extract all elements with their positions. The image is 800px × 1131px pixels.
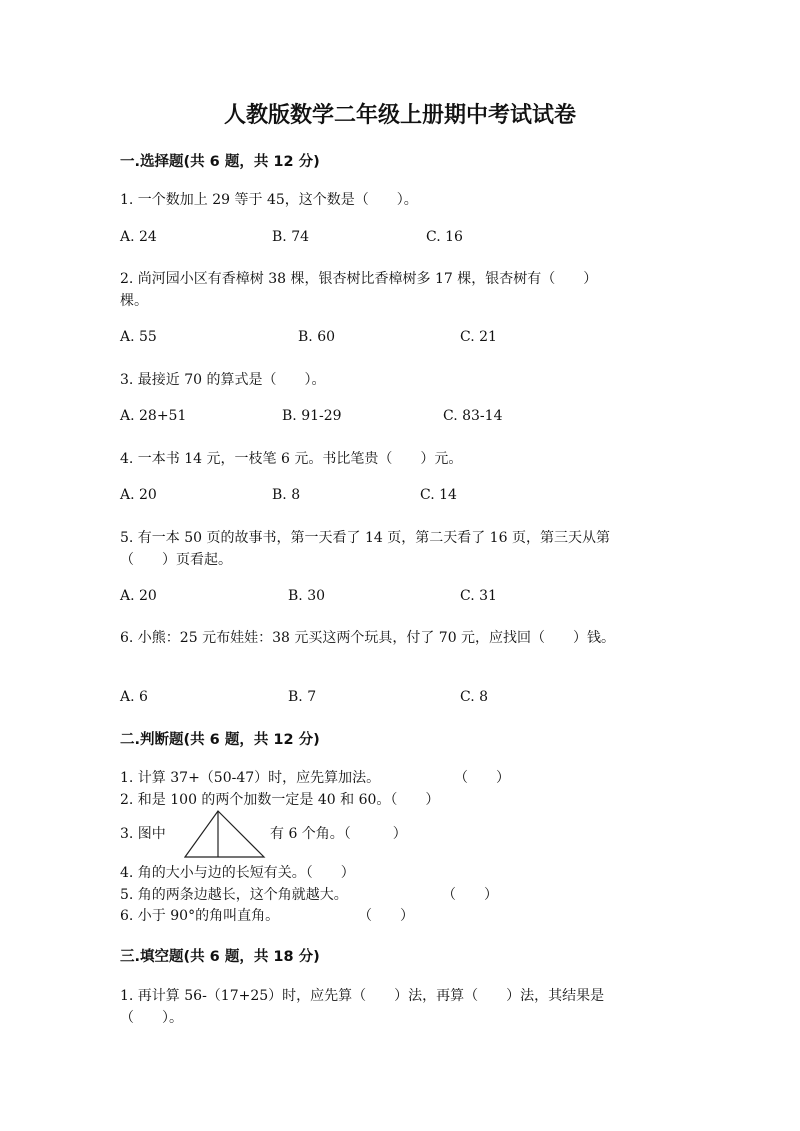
judge-item-5-paren: （ ） [442, 887, 498, 903]
q2-option-c: C. 21 [460, 329, 497, 345]
judge-item-1: 1. 计算 37+（50-47）时，应先算加法。 [120, 770, 381, 786]
q1-option-a: A. 24 [120, 229, 157, 245]
question-1: 1. 一个数加上 29 等于 45，这个数是（ ）。 [120, 192, 418, 208]
q2-option-b: B. 60 [298, 329, 336, 345]
question-2-line-1: 2. 尚河园小区有香樟树 38 棵，银杏树比香樟树多 17 棵，银杏树有（ ） [120, 271, 598, 287]
triangle-figure-icon [184, 809, 266, 859]
section-heading-choice: 一.选择题(共 6 题，共 12 分) [120, 154, 320, 170]
q5-option-c: C. 31 [460, 588, 497, 604]
question-5-line-2: （ ）页看起。 [120, 552, 232, 568]
question-6: 6. 小熊：25 元布娃娃：38 元买这两个玩具，付了 70 元，应找回（ ）钱。 [120, 630, 616, 646]
question-2-line-2: 棵。 [120, 293, 148, 309]
fill-item-1-line-2: （ ）。 [120, 1010, 183, 1026]
q5-option-a: A. 20 [120, 588, 157, 604]
q4-option-a: A. 20 [120, 487, 157, 503]
judge-item-6: 6. 小于 90°的角叫直角。 [120, 908, 280, 924]
q4-option-b: B. 8 [272, 487, 301, 503]
q3-option-a: A. 28+51 [120, 408, 187, 424]
q1-option-c: C. 16 [426, 229, 463, 245]
page-title: 人教版数学二年级上册期中考试试卷 [223, 103, 576, 128]
q4-option-c: C. 14 [420, 487, 457, 503]
q5-option-b: B. 30 [288, 588, 326, 604]
judge-item-3-after: 有 6 个角。（ ） [270, 826, 407, 842]
judge-item-6-paren: （ ） [358, 908, 414, 924]
judge-item-2: 2. 和是 100 的两个加数一定是 40 和 60。（ ） [120, 792, 440, 808]
q3-option-c: C. 83-14 [443, 408, 503, 424]
question-4: 4. 一本书 14 元，一枝笔 6 元。书比笔贵（ ）元。 [120, 451, 463, 467]
fill-item-1-line-1: 1. 再计算 56-（17+25）时，应先算（ ）法，再算（ ）法，其结果是 [120, 988, 605, 1004]
section-heading-judge: 二.判断题(共 6 题，共 12 分) [120, 732, 320, 748]
judge-item-3-before: 3. 图中 [120, 826, 166, 842]
q6-option-c: C. 8 [460, 689, 489, 705]
q2-option-a: A. 55 [120, 329, 157, 345]
q6-option-a: A. 6 [120, 689, 148, 705]
q6-option-b: B. 7 [288, 689, 317, 705]
judge-item-1-paren: （ ） [454, 770, 510, 786]
judge-item-5: 5. 角的两条边越长，这个角就越大。 [120, 887, 348, 903]
section-heading-fill: 三.填空题(共 6 题，共 18 分) [120, 949, 320, 965]
question-3: 3. 最接近 70 的算式是（ ）。 [120, 372, 326, 388]
q1-option-b: B. 74 [272, 229, 310, 245]
judge-item-4: 4. 角的大小与边的长短有关。（ ） [120, 865, 355, 881]
question-5-line-1: 5. 有一本 50 页的故事书，第一天看了 14 页，第二天看了 16 页，第三天从第 [120, 530, 610, 546]
q3-option-b: B. 91-29 [282, 408, 342, 424]
